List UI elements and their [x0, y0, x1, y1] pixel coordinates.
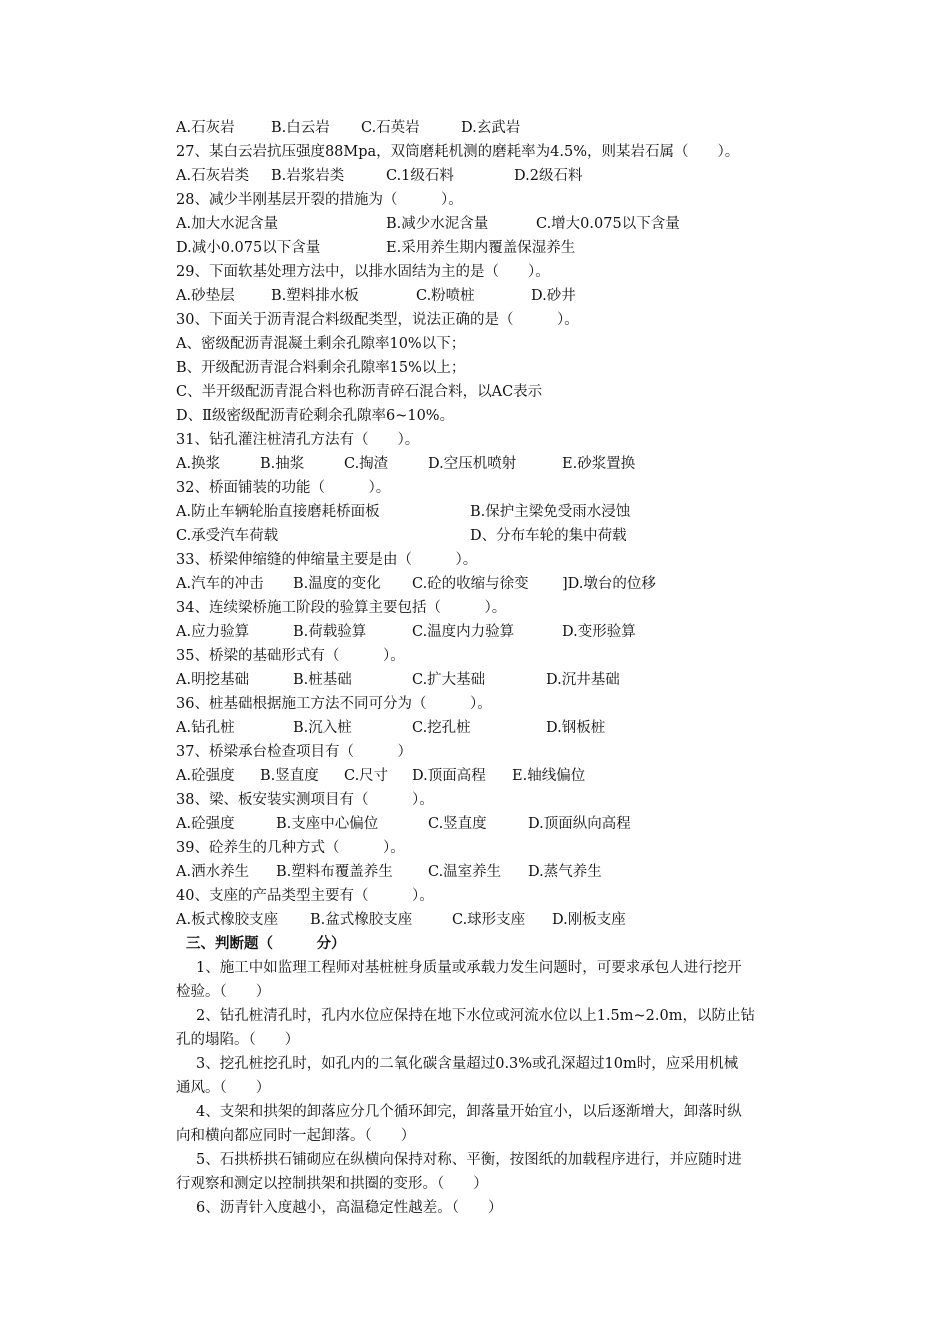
judgement-2: 2、钻孔桩清孔时，孔内水位应保持在地下水位或河流水位以上1.5m~2.0m，以防止钻	[196, 1008, 755, 1024]
q30-option-a: A、密级配沥青混凝土剩余孔隙率10%以下；	[176, 336, 466, 352]
question-28: 28、减少半刚基层开裂的措施为（ ）。	[176, 192, 463, 208]
option: E.轴线偏位	[512, 768, 586, 784]
q35-options	[176, 668, 620, 692]
option: B.塑料布覆盖养生	[276, 864, 393, 880]
option: B.荷载验算	[293, 624, 367, 640]
option: C.挖孔桩	[412, 720, 471, 736]
q38-options	[176, 812, 631, 836]
question-31: 31、钻孔灌注桩清孔方法有（ ）。	[176, 432, 420, 448]
question-37: 37、桥梁承台检查项目有（ ）	[176, 744, 412, 760]
question-39: 39、砼养生的几种方式（ ）。	[176, 840, 405, 856]
option: D.蒸气养生	[528, 864, 602, 880]
question-34: 34、连续梁桥施工阶段的验算主要包括（ ）。	[176, 600, 507, 616]
option: D.沉井基础	[546, 672, 620, 688]
option: ]D.墩台的位移	[562, 576, 656, 592]
option: D.变形验算	[562, 624, 636, 640]
option: E.采用养生期内覆盖保湿养生	[386, 240, 576, 256]
option: E.砂浆置换	[562, 456, 636, 472]
section-heading-judgement: 三、判断题（ 分）	[186, 935, 346, 952]
option: B.白云岩	[271, 120, 330, 136]
option: C.温室养生	[428, 864, 502, 880]
q30-option-c: C、半开级配沥青混合料也称沥青碎石混合料，以AC表示	[176, 384, 543, 400]
question-33: 33、桥梁伸缩缝的伸缩量主要是由（ ）。	[176, 552, 478, 568]
option: A.钻孔桩	[176, 720, 235, 736]
option: C.竖直度	[428, 816, 487, 832]
option: D.玄武岩	[461, 120, 521, 136]
judgement-5: 5、石拱桥拱石铺砌应在纵横向保持对称、平衡，按图纸的加载程序进行，并应随时进	[196, 1152, 742, 1168]
option: B.减少水泥含量	[386, 216, 489, 232]
option: B.温度的变化	[293, 576, 381, 592]
option: A.洒水养生	[176, 864, 250, 880]
option: C.增大0.075以下含量	[536, 216, 680, 232]
option: C.1级石料	[386, 168, 454, 184]
judgement-1: 1、施工中如监理工程师对基桩桩身质量或承载力发生问题时，可要求承包人进行挖开	[196, 960, 742, 976]
option: D、分布车轮的集中荷载	[470, 528, 627, 544]
option: A.板式橡胶支座	[176, 912, 279, 928]
option: C.承受汽车荷载	[176, 528, 279, 544]
option: B.抽浆	[260, 456, 305, 472]
question-27: 27、某白云岩抗压强度88Mpa，双筒磨耗机测的磨耗率为4.5%，则某岩石属（ ）。	[176, 144, 740, 160]
option: D.顶面纵向高程	[528, 816, 631, 832]
option: D.顶面高程	[412, 768, 486, 784]
option: A.砼强度	[176, 768, 235, 784]
question-30: 30、下面关于沥青混合料级配类型，说法正确的是（ ）。	[176, 312, 579, 328]
q33-options	[176, 572, 656, 596]
option: C.尺寸	[344, 768, 389, 784]
q28-options-1	[176, 212, 680, 236]
option: B.桩基础	[293, 672, 352, 688]
judgement-3-cont: 通风。（ ）	[176, 1080, 271, 1096]
option: C.扩大基础	[412, 672, 486, 688]
option: C.温度内力验算	[412, 624, 515, 640]
option: C.掏渣	[344, 456, 389, 472]
option: A.明挖基础	[176, 672, 250, 688]
question-35: 35、桥梁的基础形式有（ ）。	[176, 648, 405, 664]
option: D.钢板桩	[546, 720, 606, 736]
judgement-3: 3、挖孔桩挖孔时，如孔内的二氧化碳含量超过0.3%或孔深超过10m时，应采用机械	[196, 1056, 739, 1072]
q32-options-2	[176, 524, 627, 548]
question-38: 38、梁、板安装实测项目有（ ）。	[176, 792, 434, 808]
q37-options	[176, 764, 586, 788]
option: C.石英岩	[361, 120, 420, 136]
q29-options	[176, 284, 576, 308]
question-32: 32、桥面铺装的功能（ ）。	[176, 480, 391, 496]
q39-options	[176, 860, 602, 884]
option: C.粉喷桩	[416, 288, 475, 304]
judgement-2-cont: 孔的塌陷。（ ）	[176, 1032, 300, 1048]
judgement-1-cont: 检验。（ ）	[176, 984, 271, 1000]
option: A.换浆	[176, 456, 221, 472]
option: B.塑料排水板	[271, 288, 359, 304]
option: A.应力验算	[176, 624, 250, 640]
option: B.沉入桩	[293, 720, 352, 736]
option: C.砼的收缩与徐变	[412, 576, 529, 592]
option: A.石灰岩	[176, 120, 235, 136]
q40-options	[176, 908, 626, 932]
q30-option-b: B、开级配沥青混合料剩余孔隙率15%以上；	[176, 360, 466, 376]
q36-options	[176, 716, 606, 740]
option: D.刚板支座	[552, 912, 626, 928]
q34-options	[176, 620, 636, 644]
option: B.岩浆岩类	[271, 168, 345, 184]
option: B.竖直度	[260, 768, 319, 784]
q26-options	[176, 116, 521, 140]
option: A.汽车的冲击	[176, 576, 264, 592]
question-40: 40、支座的产品类型主要有（ ）。	[176, 888, 434, 904]
option: A.砼强度	[176, 816, 235, 832]
option: C.球形支座	[452, 912, 526, 928]
q32-options-1	[176, 500, 631, 524]
question-36: 36、桩基础根据施工方法不同可分为（ ）。	[176, 696, 492, 712]
option: D.砂井	[531, 288, 576, 304]
q28-options-2	[176, 236, 576, 260]
question-29: 29、下面软基处理方法中，以排水固结为主的是（ ）。	[176, 264, 550, 280]
option: B.支座中心偏位	[276, 816, 379, 832]
option: A.加大水泥含量	[176, 216, 279, 232]
q31-options	[176, 452, 636, 476]
option: B.保护主梁免受雨水浸蚀	[470, 504, 631, 520]
option: A.石灰岩类	[176, 168, 250, 184]
option: D.2级石料	[514, 168, 583, 184]
q27-options	[176, 164, 583, 188]
option: A.砂垫层	[176, 288, 235, 304]
option: A.防止车辆轮胎直接磨耗桥面板	[176, 504, 380, 520]
judgement-4: 4、支架和拱架的卸落应分几个循环卸完，卸落量开始宜小，以后逐渐增大，卸落时纵	[196, 1104, 742, 1120]
judgement-5-cont: 行观察和测定以控制拱架和拱圈的变形。（ ）	[176, 1176, 488, 1192]
option: D.空压机喷射	[428, 456, 517, 472]
option: D.减小0.075以下含量	[176, 240, 321, 256]
option: B.盆式橡胶支座	[310, 912, 413, 928]
q30-option-d: D、Ⅱ级密级配沥青砼剩余孔隙率6~10%。	[176, 408, 455, 424]
judgement-4-cont: 向和横向都应同时一起卸落。（ ）	[176, 1128, 416, 1144]
judgement-6: 6、沥青针入度越小，高温稳定性越差。（ ）	[196, 1200, 503, 1216]
